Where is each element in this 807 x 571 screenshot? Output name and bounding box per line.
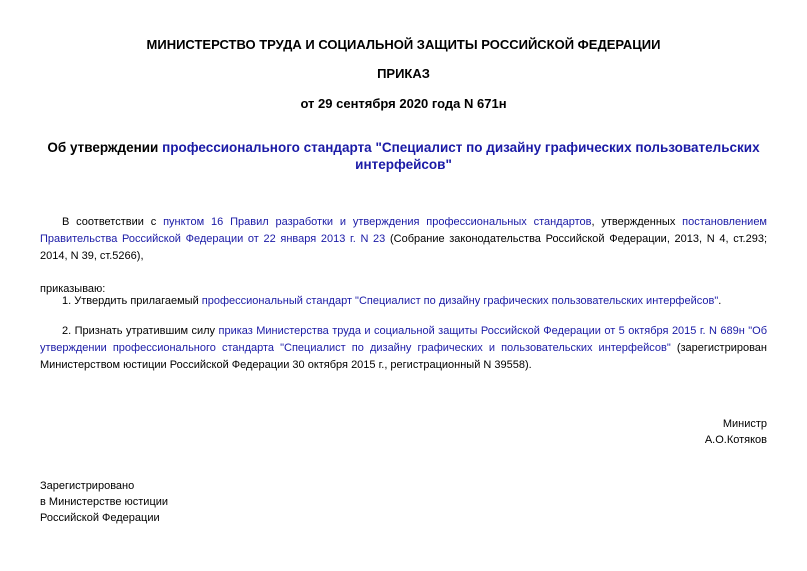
rules-point-16-link[interactable]: пунктом 16 Правил разработки и утверждения профессиональных стандартов xyxy=(163,216,592,228)
preamble-text-3: (Собрание законодательства Российской Федерации, 2013, N 4, ст.293; 2014, N 39, ст.5266), xyxy=(40,233,768,262)
document-type-heading: ПРИКАЗ xyxy=(377,66,430,81)
title-prefix: Об утверждении xyxy=(47,140,163,155)
government-resolution-link[interactable]: постановлением Правительства Российской Федерации от 22 января 2013 г. N 23 xyxy=(40,216,767,245)
order-title xyxy=(40,139,767,173)
ministry-heading: МИНИСТЕРСТВО ТРУДА И СОЦИАЛЬНОЙ ЗАЩИТЫ РОССИЙСКОЙ ФЕДЕРАЦИИ xyxy=(146,37,661,52)
order-item-2 xyxy=(40,323,767,374)
item2-text-2: (зарегистрирован Министерством юстиции Российской Федерации 30 октября 2015 г., регистрационный N 39558). xyxy=(40,342,767,371)
signatory-position: Министр xyxy=(722,418,767,430)
item2-text-1: 2. Признать утратившим силу xyxy=(62,325,219,337)
preamble-text-2: , утвержденных xyxy=(591,216,683,228)
registration-line-1: Зарегистрировано xyxy=(40,480,135,492)
order-word: приказываю: xyxy=(40,283,106,295)
registration-line-3: Российской Федерации xyxy=(40,512,160,524)
preamble-text-1: В соответствии с xyxy=(62,216,164,228)
signatory-name: А.О.Котяков xyxy=(704,434,767,446)
order-date-number: от 29 сентября 2020 года N 671н xyxy=(300,96,507,111)
previous-order-link[interactable]: приказ Министерства труда и социальной защиты Российской Федерации от 5 октября 2015 г. N 689н "Об утверждении профессионального стандарта "Специалист по дизайну графических и пользовательских интерфейсов" xyxy=(40,325,767,354)
item1-text-1: 1. Утвердить прилагаемый xyxy=(62,295,202,307)
registration-line-2: в Министерстве юстиции xyxy=(40,496,169,508)
order-item-1 xyxy=(40,293,767,310)
item1-text-2: . xyxy=(718,295,722,307)
preamble-paragraph xyxy=(40,214,767,265)
title-standard-link[interactable]: профессионального стандарта "Специалист по дизайну графических пользовательских интерфейсов" xyxy=(162,140,760,172)
professional-standard-link[interactable]: профессиональный стандарт "Специалист по дизайну графических пользовательских интерфейсов" xyxy=(201,295,719,307)
